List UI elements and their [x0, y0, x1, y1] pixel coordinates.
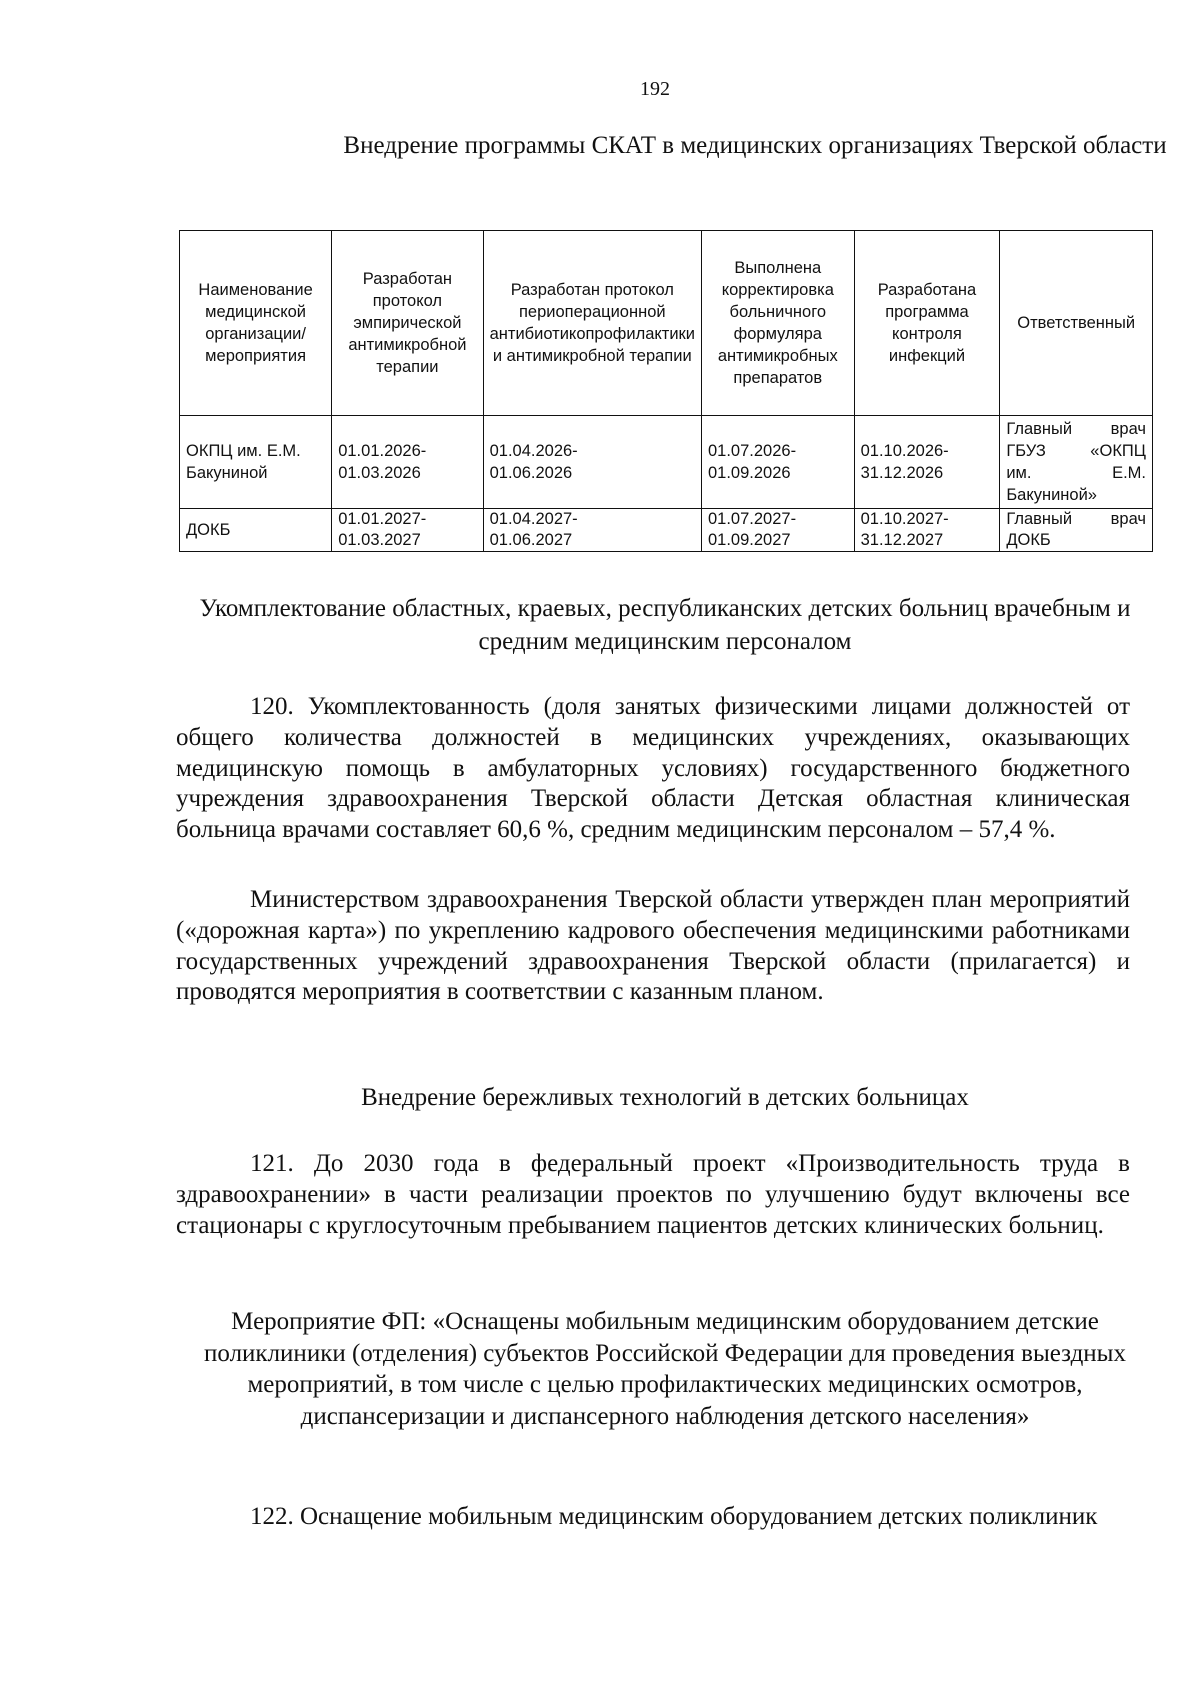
- cell-responsible: [1000, 416, 1153, 509]
- responsible-line: Главный врач: [1006, 510, 1146, 528]
- responsible-line: Главный врач: [1006, 420, 1146, 438]
- responsible-line: Бакуниной»: [1006, 486, 1097, 504]
- cell-period: 01.07.2027- 01.09.2027: [701, 509, 854, 552]
- header-cell-infection-control: Разработана программа контроля инфекций: [854, 231, 1000, 416]
- staffing-section-title: Укомплектование областных, краевых, республиканских детских больниц врачебным и средним медицинским персоналом: [199, 595, 1131, 655]
- cell-period: 01.01.2027- 01.03.2027: [332, 509, 483, 552]
- paragraph-122: [176, 1502, 1130, 1533]
- cell-organization: ОКПЦ им. Е.М. Бакуниной: [180, 416, 332, 509]
- header-cell-perioperative-protocol: Разработан протокол периоперационной антибиотикопрофилактики и антимикробной терапии: [483, 231, 701, 416]
- page-number: 192: [640, 78, 670, 100]
- header-cell-responsible: Ответственный: [1000, 231, 1153, 416]
- paragraph-ministry: [176, 885, 1130, 1008]
- responsible-line: ДОКБ: [1006, 531, 1051, 549]
- cell-period: 01.04.2027- 01.06.2027: [483, 509, 701, 552]
- responsible-line: им. Е.М.: [1006, 464, 1146, 482]
- paragraph-122-text: 122. Оснащение мобильным медицинским оборудованием детских поликлиник: [250, 1503, 1098, 1530]
- skat-section-title: Внедрение программы СКАТ в медицинских организациях Тверской области: [343, 132, 1167, 159]
- cell-period: 01.01.2026- 01.03.2026: [332, 416, 483, 509]
- table-header-row: [180, 231, 1153, 416]
- table-row: [180, 416, 1153, 509]
- header-cell-formulary-correction: Выполнена корректировка больничного формуляра антимикробных препаратов: [701, 231, 854, 416]
- header-cell-empirical-protocol: Разработан протокол эмпирической антимикробной терапии: [332, 231, 483, 416]
- header-cell-organization: Наименование медицинской организации/мероприятия: [180, 231, 332, 416]
- skat-implementation-table: [179, 230, 1153, 552]
- paragraph-120-text: 120. Укомплектованность (доля занятых физическими лицами должностей от общего количества должностей в медицинских учреждениях, оказывающих медицинскую помощь в амбулаторных условиях) государственного бюджетного учреждения здравоохранения Тверской области Детская областная клиническая больница врачами составляет 60,6 %, средним медицинским персоналом – 57,4 %.: [176, 693, 1130, 844]
- cell-organization: ДОКБ: [180, 509, 332, 552]
- responsible-line: ГБУЗ «ОКПЦ: [1006, 442, 1146, 460]
- paragraph-ministry-text: Министерством здравоохранения Тверской области утвержден план мероприятий («дорожная карта») по укреплению кадрового обеспечения медицинскими работниками государственных учреждений здравоохранения Тверской области (прилагается) и проводятся мероприятия в соответствии с казанным планом.: [176, 886, 1130, 1006]
- fp-measure-title: Мероприятие ФП: «Оснащены мобильным медицинским оборудованием детские поликлиники (отделения) субъектов Российской Федерации для проведения выездных мероприятий, в том числе с целью профилактических медицинских осмотров, диспансеризации и диспансерного наблюдения детского населения»: [204, 1308, 1126, 1430]
- paragraph-120: [176, 692, 1130, 846]
- lean-section-title: Внедрение бережливых технологий в детских больницах: [361, 1084, 969, 1111]
- cell-period: 01.07.2026- 01.09.2026: [701, 416, 854, 509]
- cell-period: 01.10.2026- 31.12.2026: [854, 416, 1000, 509]
- cell-period: 01.04.2026- 01.06.2026: [483, 416, 701, 509]
- cell-responsible: [1000, 509, 1153, 552]
- cell-period: 01.10.2027- 31.12.2027: [854, 509, 1000, 552]
- paragraph-121-text: 121. До 2030 года в федеральный проект «Производительность труда в здравоохранении» в части реализации проектов по улучшению будут включены все стационары с круглосуточным пребыванием пациентов детских клинических больниц.: [176, 1150, 1130, 1239]
- table-row: [180, 509, 1153, 552]
- paragraph-121: [176, 1149, 1130, 1241]
